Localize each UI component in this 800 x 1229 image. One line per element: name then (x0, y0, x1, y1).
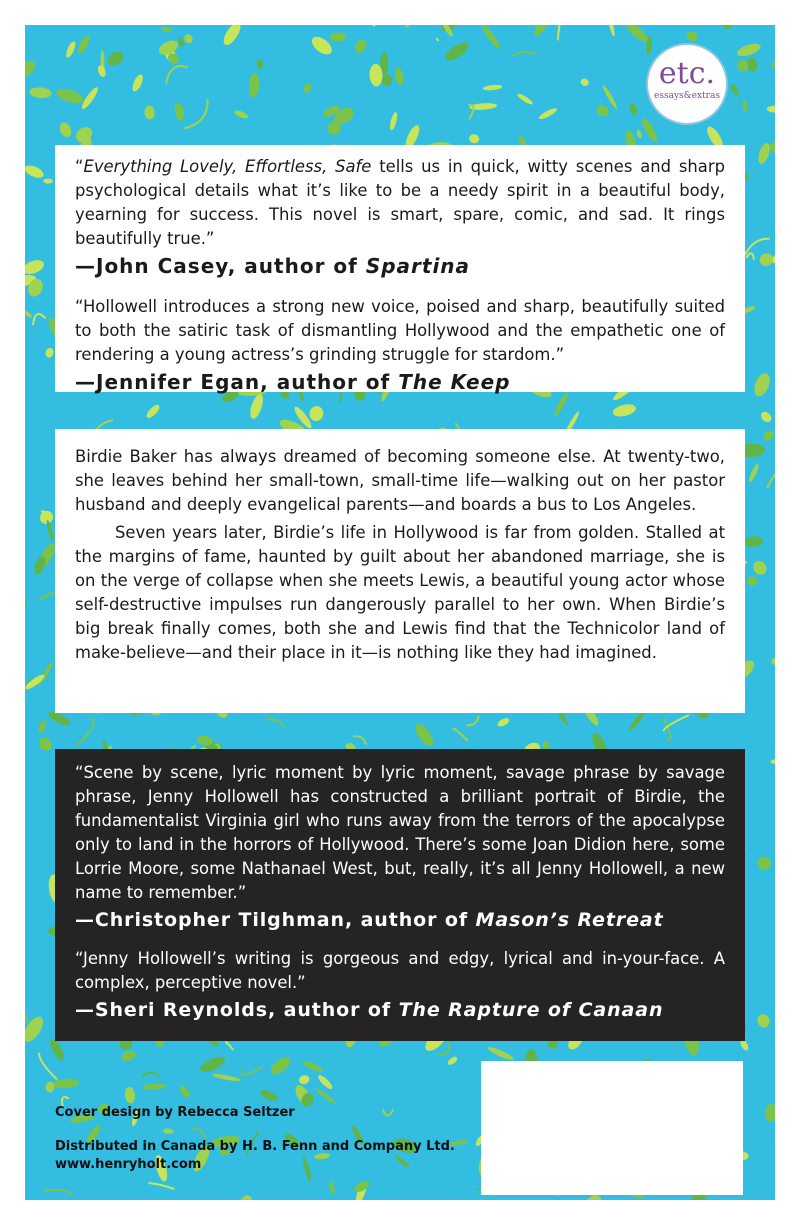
leaf-shape (212, 1072, 241, 1082)
vine-stem (40, 593, 53, 600)
leaf-shape (756, 855, 773, 872)
leaf-shape (238, 1193, 254, 1200)
leaf-shape (29, 86, 52, 99)
praise-attribution-tilghman: —Christopher Tilghman, author of Mason’s Retreat (75, 909, 664, 931)
leaf-shape (301, 1059, 324, 1073)
leaf-shape (446, 1055, 458, 1066)
synopsis-paragraph-1: Birdie Baker has always dreamed of becoming someone else. At twenty-two, she leaves behind her small-town, small-time life—walking out on her pastor husband and deeply evangelical parents—and boards a bus to Los Angeles. (75, 447, 725, 514)
praise-quote-egan: “Hollowell introduces a strong new voice, poised and sharp, beautifully suited to both the satiric task of dismantling Hollywood and the empathetic one of rendering a young actress’s grinding struggle for stardom.” (75, 297, 725, 364)
vine-stem (33, 314, 46, 325)
vine-stem (768, 470, 775, 487)
leaf-shape (751, 371, 773, 399)
leaf-shape (442, 39, 471, 64)
leaf-shape (412, 721, 436, 749)
vine-stem (226, 1042, 233, 1050)
leaf-shape (173, 102, 186, 122)
leaf-shape (531, 25, 552, 38)
leaf-shape (486, 1045, 514, 1062)
leaf-shape (25, 596, 28, 609)
leaf-shape (746, 575, 759, 587)
leaf-shape (163, 1128, 174, 1134)
leaf-shape (764, 1103, 775, 1123)
praise-quote-tilghman: “Scene by scene, lyric moment by lyric moment, savage phrase by savage phrase, Jenny Hollowell has constructed a brilliant portrait of Birdie, the fundamentalist Virginia girl who runs away from the terrors of the apocalypse only to land in the horrors of Hollywood. There’s some Joan Didion here, some Lorrie Moore, some Nathanael West, but, really, it’s all Jenny Hollowell, a new name to remember.” (75, 763, 725, 902)
leaf-shape (25, 163, 45, 180)
cover-design-credit: Cover design by Rebecca Seltzer (55, 1105, 295, 1120)
vine-stem (513, 52, 537, 55)
leaf-shape (721, 25, 733, 30)
vine-stem (44, 1190, 73, 1196)
leaf-shape (759, 410, 773, 424)
leaf-shape (120, 1049, 137, 1063)
vine-stem (466, 716, 479, 726)
vine-stem (77, 718, 94, 745)
leaf-shape (742, 100, 747, 112)
vine-stem (39, 1053, 57, 1080)
leaf-shape (770, 59, 775, 69)
leaf-shape (37, 719, 47, 734)
leaf-shape (605, 25, 616, 37)
praise-attribution-egan: —Jennifer Egan, author of The Keep (75, 370, 511, 394)
leaf-shape (142, 1083, 166, 1090)
leaf-shape (178, 1084, 192, 1099)
vine-stem (558, 25, 561, 40)
leaf-shape (256, 59, 264, 69)
leaf-shape (124, 1086, 136, 1104)
leaf-shape (316, 1073, 334, 1091)
leaf-shape (328, 1180, 336, 1195)
vine-stem (242, 1067, 262, 1074)
leaf-shape (145, 403, 162, 420)
leaf-shape (594, 103, 611, 119)
leaf-shape (248, 73, 260, 98)
leaf-shape (628, 102, 638, 116)
leaf-shape (259, 1088, 279, 1103)
publisher-website: www.henryholt.com (55, 1157, 202, 1172)
leaf-shape (76, 33, 92, 55)
quote-book-title: Everything Lovely, Effortless, Safe (83, 157, 372, 176)
distribution-credit: Distributed in Canada by H. B. Fenn and Company Ltd. (55, 1139, 455, 1154)
leaf-shape (756, 1013, 771, 1030)
leaf-shape (161, 26, 172, 32)
leaf-shape (183, 33, 195, 45)
etc-logo-text: etc. (658, 56, 716, 91)
vine-stem (745, 239, 770, 255)
praise-quote-casey: “Everything Lovely, Effortless, Safe tells us in quick, witty scenes and sharp psychological details what it’s like to be a needy spirit in a beautiful body, yearning for success. This novel is smart, spare, comic, and sad. It rings beautifully true.” (75, 157, 725, 248)
vine-stem (266, 719, 283, 728)
leaf-shape (394, 1154, 411, 1169)
leaf-shape (234, 109, 250, 120)
leaf-shape (298, 1074, 311, 1085)
leaf-shape (45, 347, 55, 358)
leaf-shape (25, 1014, 47, 1046)
leaf-shape (314, 1087, 337, 1105)
praise-panel-top (55, 145, 745, 392)
leaf-shape (747, 463, 760, 483)
vine-stem (453, 729, 468, 741)
leaf-shape (756, 142, 772, 166)
leaf-shape (308, 405, 325, 423)
synopsis-panel (55, 429, 745, 713)
leaf-shape (516, 92, 534, 106)
vine-stem (166, 66, 188, 84)
leaf-shape (758, 252, 774, 268)
leaf-shape (639, 117, 659, 144)
leaf-shape (64, 40, 77, 58)
leaf-shape (301, 1156, 313, 1183)
vine-stem (406, 25, 419, 27)
vine-stem (353, 736, 366, 745)
leaf-shape (37, 660, 55, 687)
leaf-shape (729, 83, 741, 97)
leaf-shape (25, 310, 33, 319)
leaf-shape (751, 558, 770, 577)
leaf-shape (746, 56, 758, 72)
leaf-shape (623, 25, 651, 45)
leaf-shape (767, 105, 775, 112)
leaf-shape (636, 129, 643, 139)
vine-stem (149, 1183, 175, 1189)
leaf-shape (330, 32, 347, 41)
barcode-area (481, 1061, 743, 1195)
leaf-shape (771, 657, 775, 666)
leaf-shape (770, 757, 775, 765)
vine-stem (437, 38, 439, 40)
leaf-shape (612, 402, 638, 418)
leaf-shape (538, 106, 559, 121)
leaf-shape (744, 536, 763, 548)
leaf-shape (468, 133, 480, 144)
vine-stem (746, 253, 754, 260)
etc-badge (646, 43, 728, 125)
leaf-shape (483, 84, 503, 91)
praise-attribution-casey: —John Casey, author of Spartina (75, 254, 471, 278)
leaf-shape (302, 82, 313, 94)
leaf-shape (389, 111, 399, 130)
praise-quote-reynolds: “Jenny Hollowell’s writing is gorgeous and edgy, lyrical and in-your-face. A complex, perceptive novel.” (75, 949, 725, 992)
synopsis-paragraph-2: Seven years later, Birdie’s life in Hollywood is far from golden. Stalled at the margins of fame, haunted by guilt about her abandoned marriage, she is on the verge of collapse when she meets Lewis, a beautiful young actor whose self-destructive impulses run dangerously parallel to her own. When Birdie’s big break finally comes, both she and Lewis find that the Technicolor land of make-believe—and their place in it—is nothing like they had imagined. (75, 523, 725, 662)
vine-stem (143, 1072, 160, 1077)
leaf-shape (47, 1037, 66, 1062)
leaf-shape (43, 179, 53, 184)
praise-attribution-reynolds: —Sheri Reynolds, author of The Rapture of Canaan (75, 999, 664, 1021)
leaf-shape (552, 391, 570, 417)
leaf-shape (58, 121, 74, 139)
leaf-shape (105, 49, 126, 69)
leaf-shape (352, 37, 369, 55)
leaf-shape (25, 57, 38, 81)
leaf-shape (36, 735, 54, 753)
leaf-shape (268, 1054, 294, 1078)
leaf-shape (54, 86, 84, 106)
leaf-shape (198, 1054, 227, 1075)
leaf-shape (220, 25, 243, 48)
leaf-shape (627, 710, 646, 733)
leaf-shape (144, 105, 155, 120)
leaf-shape (496, 716, 510, 728)
etc-logo-subtext: essays&extras (654, 91, 720, 101)
leaf-shape (393, 67, 405, 87)
leaf-shape (25, 998, 30, 1023)
leaf-shape (97, 64, 108, 78)
vine-stem (383, 1109, 394, 1116)
leaf-shape (177, 36, 185, 48)
back-cover (25, 25, 775, 1200)
leaf-shape (130, 73, 145, 93)
leaf-shape (735, 41, 762, 59)
leaf-shape (372, 25, 377, 27)
leaf-shape (248, 393, 266, 421)
leaf-shape (685, 30, 699, 43)
vine-stem (184, 99, 208, 129)
leaf-shape (479, 25, 501, 50)
leaf-shape (579, 77, 590, 87)
leaf-shape (761, 428, 775, 442)
praise-panel-bottom (55, 749, 745, 1041)
leaf-shape (25, 257, 46, 276)
